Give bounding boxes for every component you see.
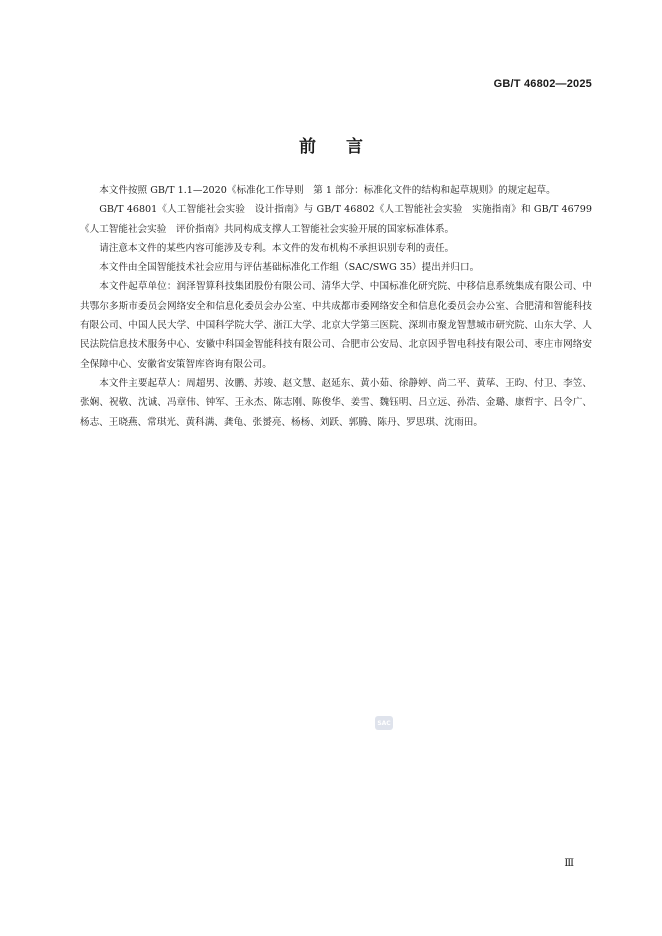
standard-code: GB/T 46802—2025 [493,78,592,90]
sac-watermark-logo: SAC [375,716,393,730]
page-title: 前言 [299,137,393,157]
paragraph-drafters: 本文件主要起草人：周超男、汝鹏、苏竣、赵文慧、赵延东、黄小茹、徐静婷、尚二平、黄荜、王昀、付卫、李笠、张娴、祝敬、沈诚、冯章伟、钟军、王永杰、陈志刚、陈俊华、姜雪、魏钰明、吕立远、孙浩、金璐、康哲宇、吕令广、杨志、王晓燕、常琪光、黄科满、龚龟、张赟亮、杨杨、刘跃、郭腾、陈丹、罗思琪、沈雨田。 [80,377,592,428]
paragraph-drafting-rules: 本文件按照 GB/T 1.1—2020《标准化工作导则 第 1 部分：标准化文件的结构和起草规则》的规定起草。 [99,185,556,196]
page-number: Ⅲ [564,858,574,869]
foreword-body [80,181,592,432]
paragraph-patent-notice: 请注意本文件的某些内容可能涉及专利。本文件的发布机构不承担识别专利的责任。 [99,242,455,254]
paragraph-drafting-units: 本文件起草单位：润泽智算科技集团股份有限公司、清华大学、中国标准化研究院、中移信息系统集成有限公司、中共鄂尔多斯市委员会网络安全和信息化委员会办公室、中共成都市委网络安全和信息化委员会办公室、合肥清和智能科技有限公司、中国人民大学、中国科学院大学、浙江大学、北京大学第三医院、深圳市聚龙智慧城市研究院、山东大学、人民法院信息技术服务中心、安徽中科国金智能科技有限公司、合肥市公安局、北京因乎智电科技有限公司、枣庄市网络安全保障中心、安徽省安策智库咨询有限公司。 [80,281,592,370]
paragraph-standard-series: GB/T 46801《人工智能社会实验 设计指南》与 GB/T 46802《人工智能社会实验 实施指南》和 GB/T 46799《人工智能社会实验 评价指南》共同构成支撑人工智能社会实验开展的国家标准体系。 [80,204,592,235]
paragraph-proposer: 本文件由全国智能技术社会应用与评估基础标准化工作组（SAC/SWG 35）提出并归口。 [99,262,480,274]
